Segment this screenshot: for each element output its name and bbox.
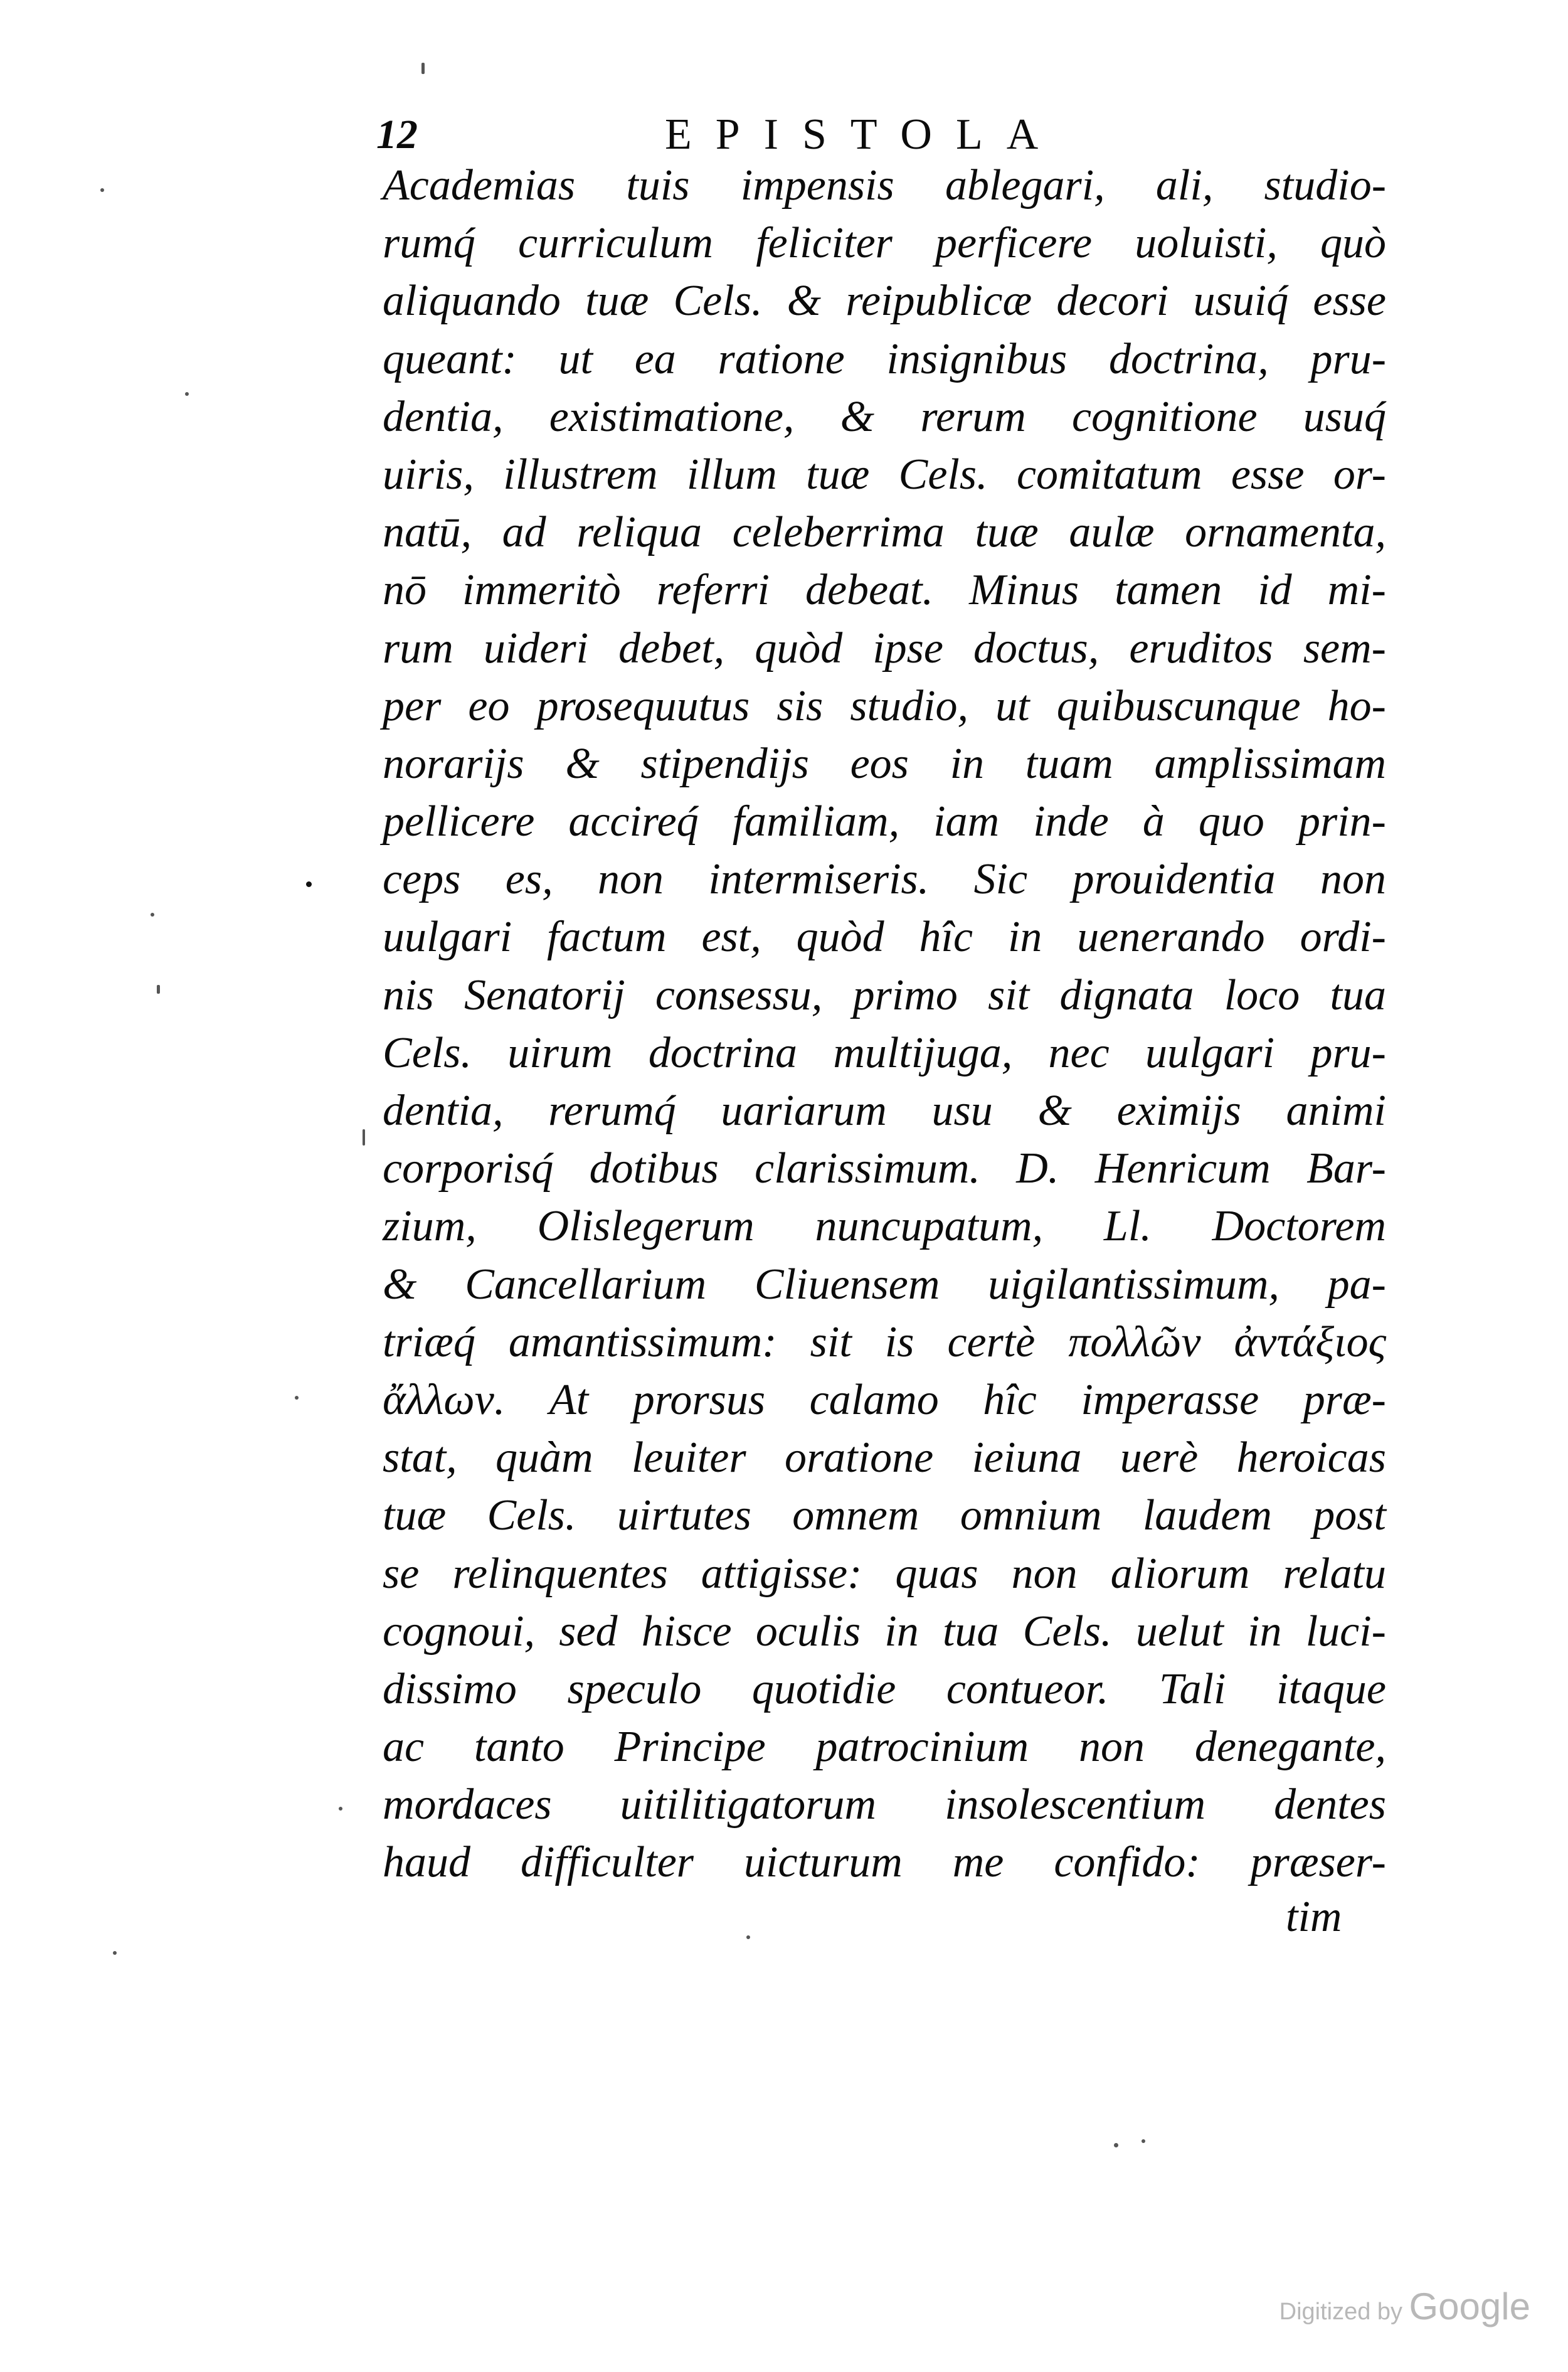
print-speck <box>363 1129 365 1146</box>
text-line: natū, ad reliqua celeberrima tuæ aulæ ornamenta, <box>383 508 1386 557</box>
text-line: haud difficulter uicturum me confido: præser- <box>383 1838 1386 1887</box>
text-line: Academias tuis impensis ablegari, ali, studio- <box>383 161 1386 210</box>
body-text <box>383 157 1386 1892</box>
print-speck <box>157 985 160 994</box>
text-line: rumq́ curriculum feliciter perficere uoluisti, quò <box>383 219 1386 268</box>
digitized-watermark <box>1279 2285 1530 2328</box>
text-line: mordaces uitilitigatorum insolescentium dentes <box>383 1780 1386 1829</box>
print-speck <box>339 1807 342 1811</box>
text-line: pellicere accireq́ familiam, iam inde à quo prin- <box>383 797 1386 846</box>
text-line: cognoui, sed hisce oculis in tua Cels. uelut in luci- <box>383 1607 1386 1656</box>
page-number: 12 <box>376 112 418 157</box>
text-line: triæq́ amantissimum: sit is certè πολλῶν ἀντάξιος <box>383 1317 1386 1366</box>
print-speck <box>1142 2139 1145 2143</box>
text-line: se relinquentes attigisse: quas non aliorum relatu <box>383 1549 1386 1598</box>
text-line: uiris, illustrem illum tuæ Cels. comitatum esse or- <box>383 450 1386 499</box>
text-line: corporisq́ dotibus clarissimum. D. Henricum Bar- <box>383 1144 1386 1193</box>
text-line: aliquando tuæ Cels. & reipublicæ decori usuiq́ esse <box>383 277 1386 326</box>
text-line: nis Senatorij consessu, primo sit dignata loco tua <box>383 971 1386 1019</box>
print-speck <box>1114 2143 1118 2147</box>
text-line: nō immeritò referri debeat. Minus tamen id mi- <box>383 566 1386 615</box>
text-line: ceps es, non intermiseris. Sic prouidentia non <box>383 855 1386 904</box>
catchword: tim <box>1286 1893 1342 1941</box>
print-speck <box>306 881 312 887</box>
running-head: EPISTOLA <box>665 110 1062 159</box>
text-line: norarijs & stipendijs eos in tuam amplissimam <box>383 739 1386 788</box>
text-line: Cels. uirum doctrina multijuga, nec uulgari pru- <box>383 1028 1386 1077</box>
watermark-brand: Google <box>1409 2285 1530 2327</box>
print-speck <box>113 1951 117 1955</box>
text-line: tuæ Cels. uirtutes omnem omnium laudem post <box>383 1491 1386 1540</box>
text-line: dentia, rerumq́ uariarum usu & eximijs animi <box>383 1087 1386 1135</box>
text-line: zium, Olislegerum nuncupatum, Ll. Doctorem <box>383 1202 1386 1251</box>
print-speck <box>151 913 154 917</box>
print-speck <box>100 188 104 192</box>
text-line: uulgari factum est, quòd hîc in uenerando ordi- <box>383 913 1386 962</box>
print-speck <box>421 63 425 74</box>
print-speck <box>185 392 189 396</box>
text-line: queant: ut ea ratione insignibus doctrina, pru- <box>383 334 1386 383</box>
text-line: dentia, existimatione, & rerum cognitione usuq́ <box>383 392 1386 441</box>
text-line: ἄλλων. At prorsus calamo hîc imperasse præ- <box>383 1375 1386 1424</box>
text-line: stat, quàm leuiter oratione ieiuna uerè heroicas <box>383 1433 1386 1482</box>
text-line: dissimo speculo quotidie contueor. Tali itaque <box>383 1664 1386 1713</box>
text-line: & Cancellarium Cliuensem uigilantissimum, pa- <box>383 1260 1386 1309</box>
text-line: per eo prosequutus sis studio, ut quibuscunque ho- <box>383 681 1386 730</box>
print-speck <box>746 1935 750 1939</box>
text-line: ac tanto Principe patrocinium non denegante, <box>383 1723 1386 1772</box>
print-speck <box>295 1396 299 1400</box>
watermark-prefix: Digitized by <box>1279 2299 1403 2325</box>
text-line: rum uideri debet, quòd ipse doctus, eruditos sem- <box>383 624 1386 673</box>
